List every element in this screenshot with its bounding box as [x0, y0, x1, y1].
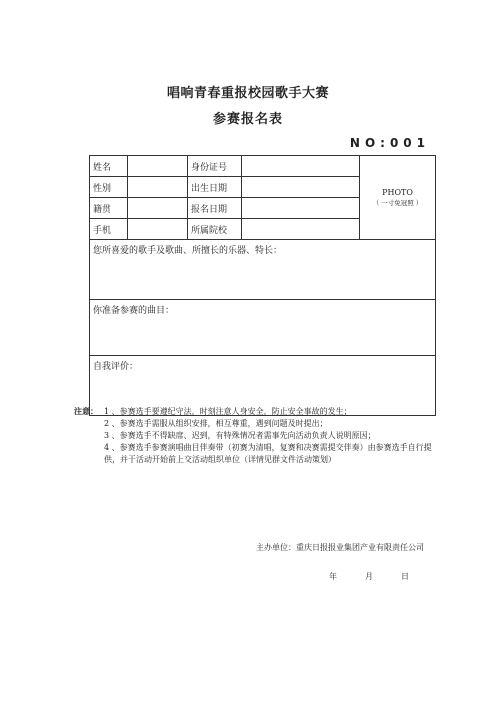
birth-date-field[interactable]	[242, 177, 360, 198]
favorites-field[interactable]	[90, 240, 436, 300]
name-label: 姓名	[90, 156, 128, 177]
id-number-label: 身份证号	[188, 156, 242, 177]
month-label: 月	[365, 572, 373, 581]
notes-section	[74, 406, 434, 466]
organizer-line: 主办单位：重庆日报报业集团产业有限责任公司	[256, 543, 424, 552]
id-number-field[interactable]	[242, 156, 360, 177]
registration-form-table	[89, 155, 436, 416]
signup-date-label: 报名日期	[188, 198, 242, 219]
note-text: 2 、参赛选手需服从组织安排，相互尊重，遇到问题及时提出；	[104, 419, 328, 428]
songs-label: 你准备参赛的曲目：	[93, 306, 175, 316]
photo-label: PHOTO	[382, 188, 413, 197]
native-place-label: 籍贯	[90, 198, 128, 219]
photo-note: （ 一寸免冠照 ）	[372, 199, 423, 207]
note-text: 1 、参赛选手要遵纪守法，时刻注意人身安全，防止安全事故的发生；	[104, 407, 352, 416]
note-text: 4 、参赛选手参赛演唱曲目伴奏带（初赛为清唱，复赛和决赛需提交伴奏）由参赛选手自行提供，并于活动开始前上交活动组织单位（详情见群文件活动策划）	[104, 443, 432, 464]
note-text: 3 、参赛选手不得缺席、迟到，有特殊情况者需事先向活动负责人说明原因；	[104, 431, 376, 440]
songs-field[interactable]	[90, 300, 436, 356]
date-line	[329, 571, 409, 582]
phone-label: 手机	[90, 219, 128, 240]
native-place-field[interactable]	[128, 198, 188, 219]
note-item	[74, 406, 434, 418]
birth-date-label: 出生日期	[188, 177, 242, 198]
form-number: NO:001	[349, 136, 430, 150]
day-label: 日	[401, 572, 409, 581]
note-item	[74, 418, 434, 430]
gender-label: 性别	[90, 177, 128, 198]
self-evaluation-label: 自我评价：	[93, 362, 139, 372]
notes-heading: 注意：	[74, 407, 98, 416]
school-field[interactable]	[242, 219, 360, 240]
note-item	[74, 430, 434, 442]
school-label: 所属院校	[188, 219, 242, 240]
form-subtitle: 参赛报名表	[212, 112, 283, 127]
favorites-label: 您所喜爱的歌手及歌曲、所擅长的乐器、特长：	[93, 246, 283, 256]
note-item	[74, 442, 434, 466]
signup-date-field[interactable]	[242, 198, 360, 219]
phone-field[interactable]	[128, 219, 188, 240]
name-field[interactable]	[128, 156, 188, 177]
gender-field[interactable]	[128, 177, 188, 198]
photo-box[interactable]	[360, 156, 436, 240]
form-title: 唱响青春重报校园歌手大赛	[166, 86, 329, 101]
year-label: 年	[329, 572, 337, 581]
